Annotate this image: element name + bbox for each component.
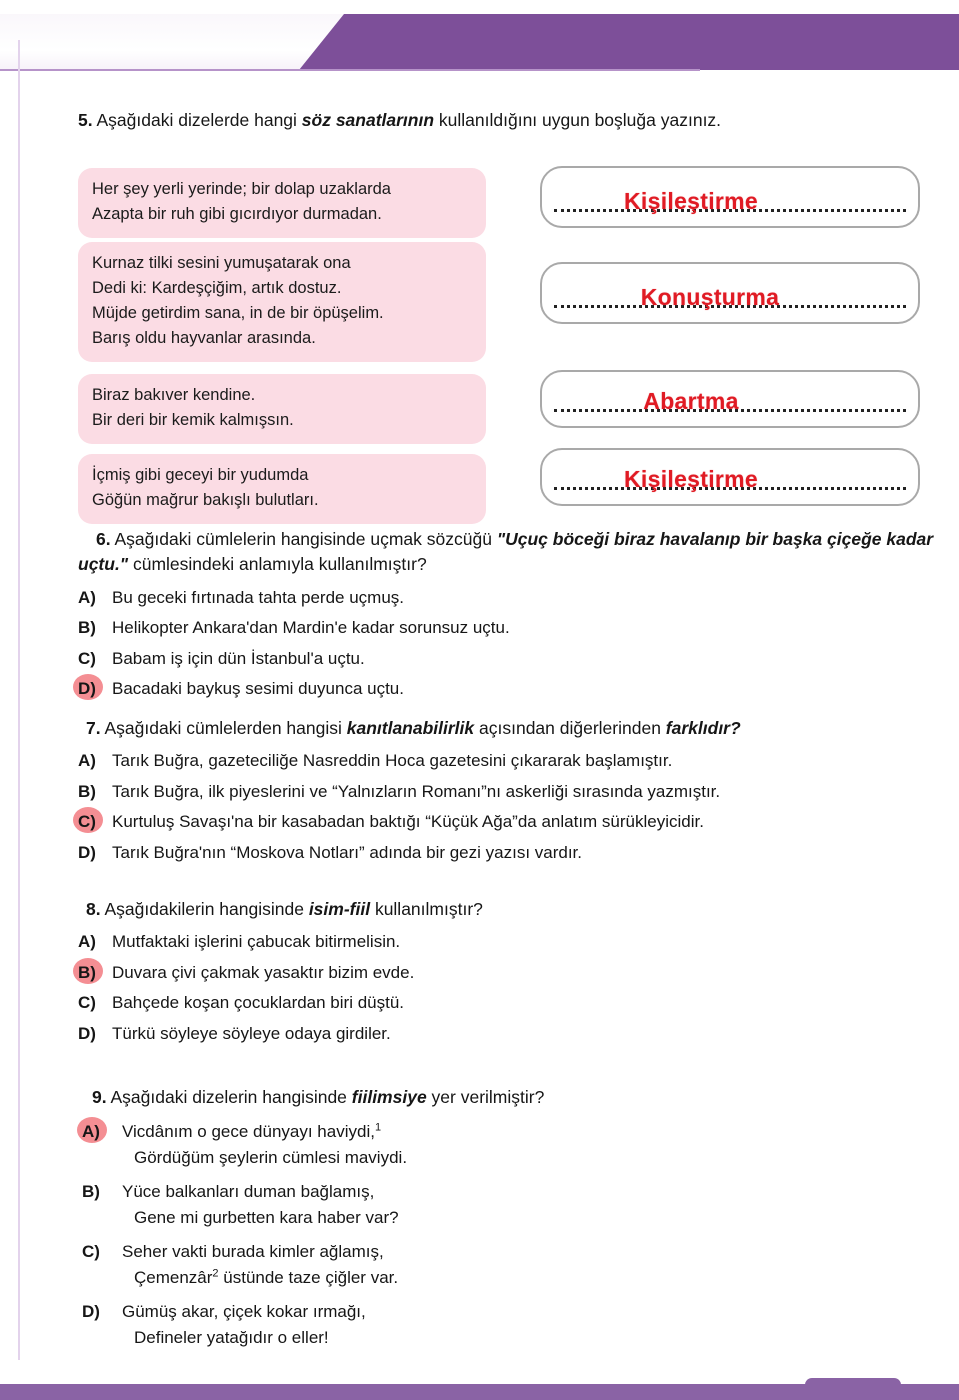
option-text: Türkü söyleye söyleye odaya girdiler. bbox=[112, 1023, 391, 1043]
question-6-number: 6. bbox=[96, 529, 111, 549]
poem-excerpt-box bbox=[78, 374, 486, 444]
option-letter: C) bbox=[78, 812, 96, 832]
poem-line: Azapta bir ruh gibi gıcırdıyor durmadan. bbox=[92, 205, 382, 224]
question-5-stem-part2: kullanıldığını uygun boşluğa yazınız. bbox=[434, 110, 722, 130]
question-5-row bbox=[0, 238, 959, 368]
poem-line: Her şey yerli yerinde; bir dolap uzaklarda bbox=[92, 180, 391, 198]
question-6 bbox=[78, 527, 958, 702]
poem-line: Göğün mağrur bakışlı bulutları. bbox=[92, 491, 319, 510]
question-7-stem bbox=[78, 716, 958, 741]
option-b[interactable] bbox=[82, 1179, 958, 1230]
question-7-number: 7. bbox=[86, 718, 101, 738]
option-letter: A) bbox=[78, 751, 96, 771]
option-c[interactable] bbox=[78, 646, 958, 672]
option-letter: D) bbox=[78, 679, 96, 699]
question-6-stem-emphasis: "Uçuç böceği biraz havalanıp bir başka çiçeğe kadar uçtu." bbox=[78, 529, 934, 575]
question-7-options bbox=[78, 748, 958, 865]
option-letter: C) bbox=[82, 1242, 100, 1262]
option-text: Tarık Buğra'nın “Moskova Notları” adında bir gezi yazısı vardır. bbox=[112, 842, 582, 862]
option-letter: A) bbox=[82, 1122, 100, 1142]
option-letter: D) bbox=[78, 842, 96, 862]
question-6-options bbox=[78, 585, 958, 702]
footnote-ref-1: 1 bbox=[374, 1121, 382, 1134]
question-5-row bbox=[0, 446, 959, 526]
option-text: Helikopter Ankara'dan Mardin'e kadar sorunsuz uçtu. bbox=[112, 618, 510, 638]
question-7-stem-emphasis-1: kanıtlanabilirlik bbox=[346, 718, 475, 738]
question-9-number: 9. bbox=[92, 1087, 107, 1107]
option-letter: B) bbox=[78, 781, 96, 801]
option-verse-line-1: Gümüş akar, çiçek kokar ırmağı, bbox=[122, 1302, 366, 1322]
header-rule bbox=[0, 69, 700, 71]
option-text: Bacadaki baykuş sesimi duyunca uçtu. bbox=[112, 679, 404, 699]
header-banner bbox=[0, 14, 959, 70]
handwritten-answer: Kişileştirme bbox=[624, 466, 758, 492]
option-verse-line-2: Gene mi gurbetten kara haber var? bbox=[134, 1207, 399, 1227]
option-text: Tarık Buğra, gazeteciliğe Nasreddin Hoca gazetesini çıkararak başlamıştır. bbox=[112, 751, 673, 771]
question-9 bbox=[78, 1085, 958, 1350]
option-text: Kurtuluş Savaşı'na bir kasabadan baktığı “Küçük Ağa”da anlatım sürükleyicidir. bbox=[112, 812, 704, 832]
option-letter: D) bbox=[78, 1023, 96, 1043]
option-text: Bahçede koşan çocuklardan biri düştü. bbox=[112, 993, 405, 1013]
poem-line: Müjde getirdim sana, in de bir öpüşelim. bbox=[92, 304, 384, 323]
question-5-number: 5. bbox=[78, 110, 93, 130]
option-d[interactable] bbox=[78, 676, 958, 702]
question-5-row bbox=[0, 160, 959, 238]
option-b[interactable] bbox=[78, 960, 958, 986]
option-b[interactable] bbox=[78, 615, 958, 641]
poem-line: Bir deri bir kemik kalmışsın. bbox=[92, 411, 294, 430]
answer-blank-box[interactable] bbox=[540, 448, 920, 506]
question-5-row bbox=[0, 368, 959, 446]
question-8-stem-part1: Aşağıdakilerin hangisinde bbox=[100, 899, 309, 919]
option-letter: B) bbox=[82, 1182, 100, 1202]
poem-line: İçmiş gibi geceyi bir yudumda bbox=[92, 466, 309, 484]
question-8-stem-emphasis: isim-fiil bbox=[308, 899, 371, 919]
poem-line: Biraz bakıver kendine. bbox=[92, 386, 256, 404]
question-9-options bbox=[78, 1119, 958, 1350]
handwritten-answer: Konuşturma bbox=[640, 284, 780, 310]
option-text: Bu geceki fırtınada tahta perde uçmuş. bbox=[112, 587, 405, 607]
option-verse-line-2-wrap bbox=[122, 1265, 958, 1291]
question-8-stem-part2: kullanılmıştır? bbox=[370, 899, 483, 919]
poem-excerpt-box bbox=[78, 454, 486, 524]
question-9-stem bbox=[78, 1085, 958, 1110]
poem-excerpt-box bbox=[78, 168, 486, 238]
option-verse-line-1: Yüce balkanları duman bağlamış, bbox=[122, 1182, 375, 1202]
question-5-matching-grid bbox=[0, 160, 959, 526]
option-c[interactable] bbox=[78, 990, 958, 1016]
question-8-stem bbox=[78, 897, 958, 922]
option-text: Babam iş için dün İstanbul'a uçtu. bbox=[112, 648, 365, 668]
option-c[interactable] bbox=[78, 809, 958, 835]
handwritten-answer: Abartma bbox=[643, 388, 739, 414]
option-text: Tarık Buğra, ilk piyeslerini ve “Yalnızların Romanı”nı askerliği sırasında yazmıştır. bbox=[112, 781, 721, 801]
answer-blank-box[interactable] bbox=[540, 370, 920, 428]
option-letter: A) bbox=[78, 932, 96, 952]
option-text: Duvara çivi çakmak yasaktır bizim evde. bbox=[112, 962, 415, 982]
question-9-stem-part2: yer verilmiştir? bbox=[426, 1087, 545, 1107]
footer-page-tab bbox=[805, 1378, 901, 1400]
footnote-ref-2: 2 bbox=[212, 1267, 219, 1280]
question-6-stem bbox=[78, 527, 958, 578]
option-letter: C) bbox=[78, 648, 96, 668]
option-text: Mutfaktaki işlerini çabucak bitirmelisin. bbox=[112, 932, 401, 952]
option-verse-line-1: Seher vakti burada kimler ağlamış, bbox=[122, 1242, 384, 1262]
answer-blank-box[interactable] bbox=[540, 262, 920, 324]
option-a[interactable] bbox=[82, 1119, 958, 1170]
option-a[interactable] bbox=[78, 929, 958, 955]
option-a[interactable] bbox=[78, 748, 958, 774]
option-verse-line-2-pre: Çemenzâr bbox=[134, 1267, 213, 1287]
option-letter: B) bbox=[78, 962, 96, 982]
option-letter: A) bbox=[78, 587, 96, 607]
option-verse-line-2: Defineler yatağıdır o eller! bbox=[134, 1327, 329, 1347]
option-d[interactable] bbox=[78, 1021, 958, 1047]
option-c[interactable] bbox=[82, 1239, 958, 1290]
option-letter: B) bbox=[78, 618, 96, 638]
handwritten-answer: Kişileştirme bbox=[624, 188, 758, 214]
question-9-stem-emphasis: fiilimsiye bbox=[351, 1087, 427, 1107]
option-d[interactable] bbox=[78, 840, 958, 866]
option-a[interactable] bbox=[78, 585, 958, 611]
question-8-options bbox=[78, 929, 958, 1046]
question-8 bbox=[78, 897, 958, 1046]
option-verse-line-2: Gördüğüm şeylerin cümlesi maviydi. bbox=[134, 1147, 408, 1167]
question-7 bbox=[78, 716, 958, 865]
option-b[interactable] bbox=[78, 779, 958, 805]
question-6-stem-part1: Aşağıdaki cümlelerin hangisinde uçmak sözcüğü bbox=[110, 529, 497, 549]
question-5-stem bbox=[78, 108, 918, 133]
option-letter: D) bbox=[82, 1302, 100, 1322]
option-verse-line-1: Vicdânım o gece dünyayı haviydi, bbox=[122, 1122, 375, 1142]
poem-line: Barış oldu hayvanlar arasında. bbox=[92, 329, 316, 348]
question-7-stem-part2: açısından diğerlerinden bbox=[474, 718, 666, 738]
option-verse-line-2-post: üstünde taze çiğler var. bbox=[218, 1267, 399, 1287]
question-5-stem-emphasis: söz sanatlarının bbox=[301, 110, 435, 130]
poem-line: Dedi ki: Kardeşçiğim, artık dostuz. bbox=[92, 279, 342, 298]
question-5-stem-part1: Aşağıdaki dizelerde hangi bbox=[92, 110, 302, 130]
question-8-number: 8. bbox=[86, 899, 101, 919]
answer-blank-box[interactable] bbox=[540, 166, 920, 228]
question-7-stem-part1: Aşağıdaki cümlelerden hangisi bbox=[100, 718, 347, 738]
header-banner-purple bbox=[299, 14, 959, 70]
question-6-stem-part2: cümlesindeki anlamıyla kullanılmıştır? bbox=[128, 554, 427, 575]
option-d[interactable] bbox=[82, 1299, 958, 1350]
option-letter: C) bbox=[78, 993, 96, 1013]
question-9-stem-part1: Aşağıdaki dizelerin hangisinde bbox=[106, 1087, 352, 1107]
poem-excerpt-box bbox=[78, 242, 486, 362]
poem-line: Kurnaz tilki sesini yumuşatarak ona bbox=[92, 254, 351, 272]
question-7-stem-emphasis-2: farklıdır? bbox=[665, 718, 741, 738]
